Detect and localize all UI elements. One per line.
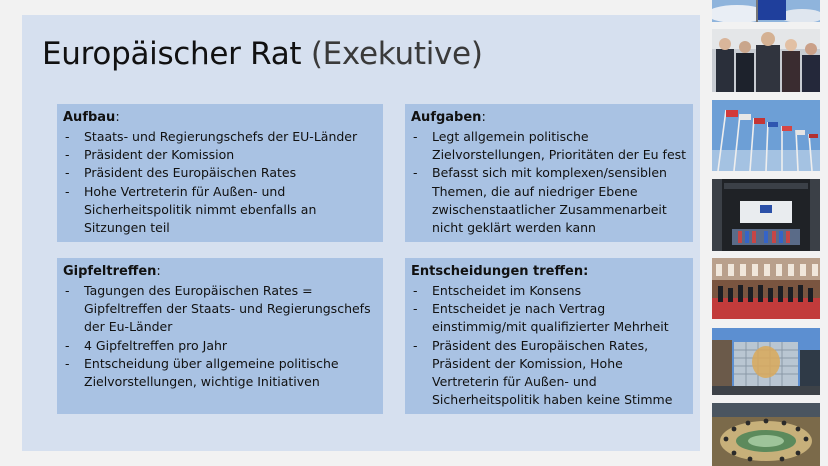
list-item: - Präsident des Europäischen Rates: [63, 164, 377, 182]
bullet-list: [63, 128, 377, 237]
list-item: - Legt allgemein politische Zielvorstellungen, Prioritäten der Eu fest: [411, 128, 687, 164]
list-item: - Präsident des Europäischen Rates, Präsident der Komission, Hohe Vertreterin für Außen- und Sicherheitspolitik haben keine Stimme: [411, 337, 687, 410]
heading-colon: :: [156, 264, 161, 279]
title-main: Europäischer Rat: [42, 36, 302, 72]
list-item: - 4 Gipfeltreffen pro Jahr: [63, 337, 377, 355]
heading-colon: :: [481, 110, 486, 125]
flags-row-photo: [712, 100, 820, 171]
list-item: - Präsident der Komission: [63, 146, 377, 164]
group-photo-leaders: [712, 258, 820, 319]
heading-text: Gipfeltreffen: [63, 264, 157, 279]
europa-building-photo: [712, 328, 820, 395]
bullet-list: [411, 128, 687, 237]
box-heading: [63, 263, 377, 281]
box-gipfeltreffen: [57, 258, 383, 414]
list-item: - Tagungen des Europäischen Rates = Gipfeltreffen der Staats- und Regierungschefs der Eu-Länder: [63, 282, 377, 337]
list-item: - Staats- und Regierungschefs der EU-Länder: [63, 128, 377, 146]
heading-text: Entscheidungen treffen:: [411, 264, 589, 279]
bullet-list: [63, 282, 377, 391]
box-heading: [411, 109, 687, 127]
heading-colon: :: [115, 110, 120, 125]
box-heading: [63, 109, 377, 127]
list-item: - Befasst sich mit komplexen/sensiblen Themen, die auf niedriger Ebene zwischenstaatlicher Zusammenarbeit nicht geklärt werden kann: [411, 164, 687, 237]
leaders-meeting-photo: [712, 29, 820, 92]
box-aufbau: [57, 104, 383, 242]
list-item: - Entscheidung über allgemeine politische Zielvorstellungen, wichtige Initiativen: [63, 355, 377, 391]
bullet-list: [411, 282, 687, 409]
box-heading: [411, 263, 687, 281]
heading-text: Aufbau: [63, 110, 116, 125]
list-item: - Entscheidet im Konsens: [411, 282, 687, 300]
box-aufgaben: [405, 104, 693, 242]
list-item: - Hohe Vertreterin für Außen- und Sicherheitspolitik nimmt ebenfalls an Sitzungen teil: [63, 183, 377, 238]
council-building-entrance-photo: [712, 179, 820, 251]
title-subtitle: (Exekutive): [310, 36, 483, 72]
round-table-summit-photo: [712, 403, 820, 466]
list-item: - Entscheidet je nach Vertrag einstimmig/mit qualifizierter Mehrheit: [411, 300, 687, 336]
heading-text: Aufgaben: [411, 110, 482, 125]
box-entscheidungen: [405, 258, 693, 414]
page-title: [42, 36, 483, 72]
eu-flag-sky-photo: [712, 0, 820, 22]
